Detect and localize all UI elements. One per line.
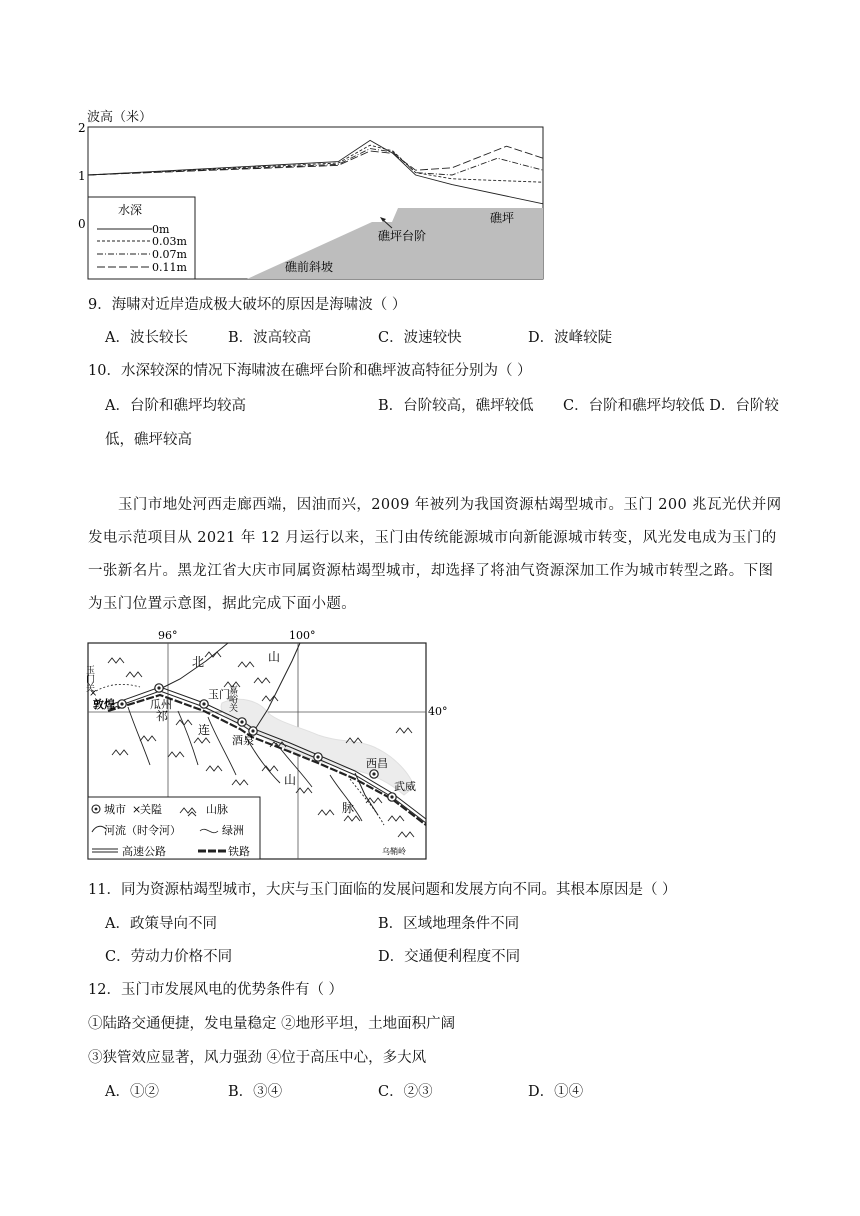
- q10-stem: 10．水深较深的情况下海啸波在礁坪台阶和礁坪波高特征分别为（ ）: [88, 363, 532, 379]
- range-label-qi: 祁: [156, 709, 169, 723]
- range-label-bei: 北: [192, 655, 205, 669]
- label-yumenguan: 玉门关: [84, 665, 94, 692]
- q11-option-d[interactable]: D．交通便利程度不同: [378, 949, 521, 965]
- q10-option-d-cont: 低，礁坪较高: [105, 432, 192, 448]
- range-label-shan-s: 山: [284, 773, 297, 787]
- label-wuwei: 武威: [394, 780, 416, 793]
- yumen-location-map: [0, 625, 860, 865]
- lat-40-label: 40°: [428, 705, 448, 718]
- label-guazhou: 瓜州: [150, 698, 172, 711]
- label-reef-slope: 礁前斜坡: [285, 260, 334, 274]
- label-reef-step: 礁坪台阶: [378, 229, 427, 243]
- q12-stem: 12．玉门市发展风电的优势条件有（ ）: [88, 982, 344, 998]
- legend-highway: 高速公路: [122, 845, 166, 858]
- q12-statements-2: ③狭管效应显著，风力强劲 ④位于高压中心，多大风: [88, 1050, 427, 1066]
- q12-statements-1: ①陆路交通便捷，发电量稳定 ②地形平坦，土地面积广阔: [88, 1016, 456, 1032]
- label-dunhuang: 敦煌: [93, 698, 115, 711]
- q9-option-d[interactable]: D．波峰较陡: [528, 330, 613, 346]
- wave-chart-ylabel: 波高（米）: [87, 110, 153, 125]
- range-label-mai: 脉: [342, 801, 355, 815]
- q12-option-c[interactable]: C．②③: [378, 1084, 433, 1100]
- q10-option-cd[interactable]: C．台阶和礁坪均较低 D．台阶较: [563, 398, 779, 414]
- wave-series-line-3: [88, 146, 543, 175]
- q10-option-a[interactable]: A．台阶和礁坪均较高: [105, 398, 246, 414]
- q9-option-c[interactable]: C．波速较快: [378, 330, 462, 346]
- wave-legend-item-2: 0.07m: [152, 248, 187, 261]
- q11-stem: 11．同为资源枯竭型城市，大庆与玉门面临的发展问题和发展方向不同。其根本原因是（ ）: [88, 882, 677, 898]
- wave-chart: [0, 0, 860, 300]
- label-xichang: 西昌: [366, 757, 388, 770]
- wave-series-group: [88, 140, 543, 203]
- label-jiuquan: 酒泉: [232, 734, 254, 747]
- label-wushaoling: 乌鞘岭: [382, 847, 406, 856]
- wave-ytick-0: 0: [78, 217, 86, 231]
- q10-option-b[interactable]: B．台阶较高，礁坪较低: [378, 398, 534, 414]
- wave-series-line-1: [88, 145, 543, 182]
- q11-option-b[interactable]: B．区域地理条件不同: [378, 916, 520, 932]
- passage: 玉门市地处河西走廊西端，因油而兴，2009 年被列为我国资源枯竭型城市。玉门 200 兆瓦光伏并网发电示范项目从 2021 年 12 月运行以来，玉门由传统能源城市向新能源城市转变，风光发电成为玉门的一张新名片。黑龙江省大庆市同属资源枯竭型城市，却选择了将油气资源深加工作为城市转型之路。下图为玉门位置示意图，据此完成下面小题。: [88, 497, 782, 612]
- wave-legend-item-3: 0.11m: [152, 261, 187, 274]
- q9-stem: 9．海啸对近岸造成极大破坏的原因是海啸波（ ）: [88, 297, 407, 313]
- label-jiayuguan: 嘉峪关: [227, 685, 237, 712]
- label-reef-flat: 礁坪: [490, 211, 515, 225]
- svg-text:×: ×: [132, 803, 142, 816]
- wave-ytick-2: 2: [78, 121, 86, 135]
- legend-pass: 关隘: [140, 803, 162, 816]
- range-label-shan-n: 山: [268, 650, 281, 664]
- legend-city: 城市: [104, 803, 126, 816]
- q12-option-a[interactable]: A．①②: [105, 1084, 159, 1100]
- q11-option-c[interactable]: C．劳动力价格不同: [105, 949, 233, 965]
- legend-river: 河流（时令河）: [104, 824, 181, 837]
- q12-option-d[interactable]: D．①④: [528, 1084, 584, 1100]
- pass-marker-yumenguan: ×: [89, 688, 98, 699]
- lon-96-label: 96°: [158, 629, 178, 642]
- q11-option-a[interactable]: A．政策导向不同: [105, 916, 217, 932]
- wave-ytick-1: 1: [78, 169, 86, 183]
- wave-legend-item-1: 0.03m: [152, 235, 187, 248]
- wave-legend-item-0: 0m: [152, 223, 170, 236]
- q9-option-b[interactable]: B．波高较高: [228, 330, 312, 346]
- q9-option-a[interactable]: A．波长较长: [105, 330, 188, 346]
- wave-legend-title: 水深: [118, 203, 143, 217]
- legend-railway: 铁路: [228, 845, 250, 858]
- label-yumen: 玉门: [208, 688, 230, 701]
- range-label-lian: 连: [198, 723, 211, 737]
- lon-100-label: 100°: [289, 629, 316, 642]
- legend-oasis: 绿洲: [222, 824, 244, 837]
- legend-mountain: 山脉: [206, 803, 228, 816]
- q12-option-b[interactable]: B．③④: [228, 1084, 283, 1100]
